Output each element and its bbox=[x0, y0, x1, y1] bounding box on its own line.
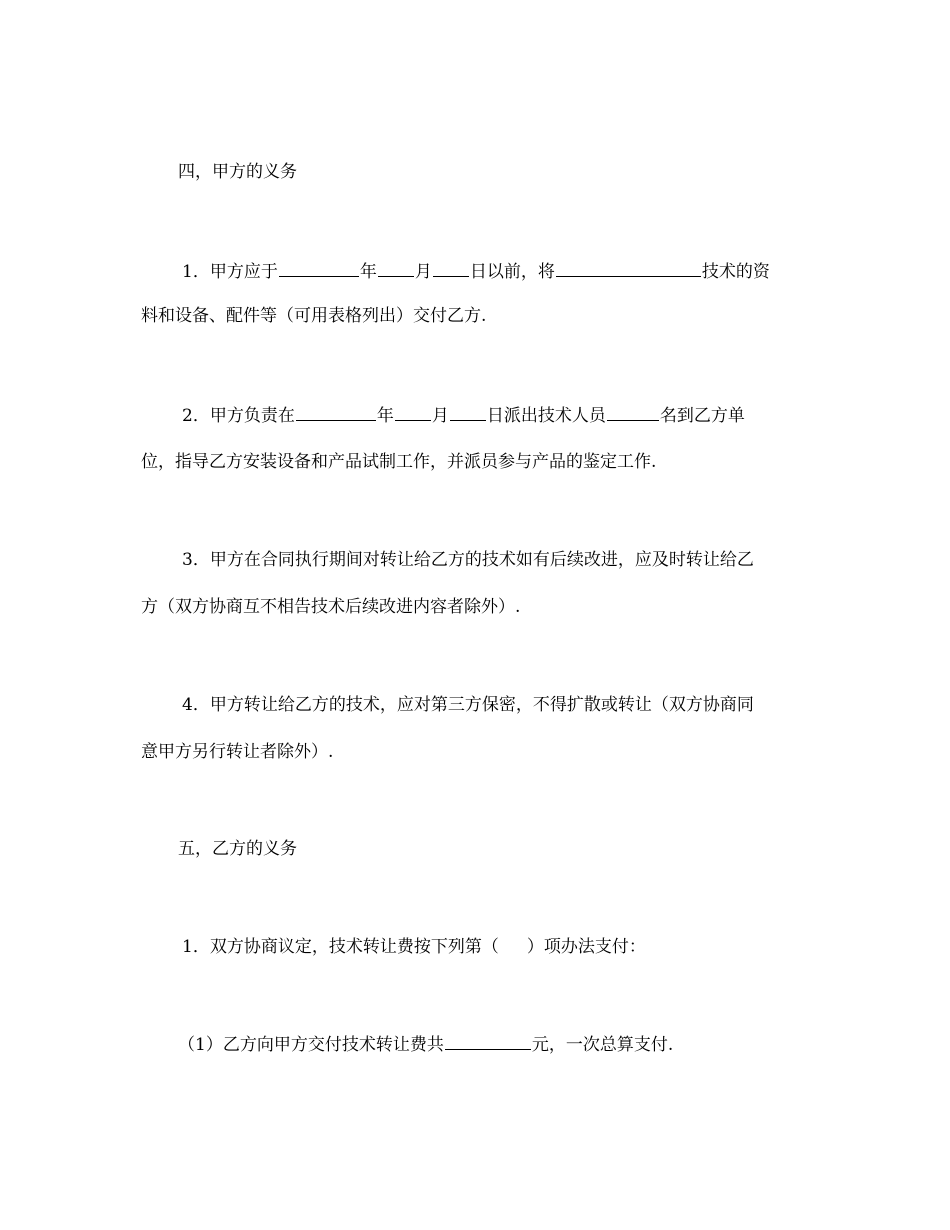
text-segment: 1．甲方应于 bbox=[182, 262, 278, 282]
section-4-item-4-line-2: 意甲方另行转让者除外）. bbox=[141, 742, 334, 762]
blank-day-field[interactable] bbox=[433, 259, 469, 277]
text-segment: 年 bbox=[359, 262, 377, 282]
section-5-item-1 bbox=[182, 936, 646, 958]
text-segment: 日派出技术人员 bbox=[486, 406, 606, 426]
text-segment: 名到乙方单 bbox=[659, 406, 745, 426]
blank-year-field[interactable] bbox=[279, 259, 359, 277]
section-4-item-3-line-2: 方（双方协商互不相告技术后续改进内容者除外）. bbox=[141, 597, 521, 617]
section-4-item-2-line-2: 位，指导乙方安装设备和产品试制工作，并派员参与产品的鉴定工作. bbox=[141, 452, 657, 472]
blank-month-field[interactable] bbox=[395, 403, 431, 421]
section-4-item-4-line-1: 4．甲方转让给乙方的技术，应对第三方保密，不得扩散或转让（双方协商同 bbox=[182, 695, 754, 715]
section-4-item-2-line-1 bbox=[182, 403, 745, 427]
text-segment: 技术的资 bbox=[701, 262, 770, 282]
blank-staff-count-field[interactable] bbox=[607, 403, 659, 421]
text-segment: 2．甲方负责在 bbox=[182, 406, 295, 426]
section-5-sub-item-1 bbox=[178, 1032, 673, 1056]
text-segment: ）项办法支付： bbox=[526, 937, 646, 957]
blank-day-field[interactable] bbox=[450, 403, 486, 421]
text-segment: （1）乙方向甲方交付技术转让费共 bbox=[178, 1035, 444, 1055]
text-segment: 年 bbox=[376, 406, 394, 426]
text-segment: 日以前，将 bbox=[469, 262, 555, 282]
section-5-heading: 五，乙方的义务 bbox=[178, 839, 297, 859]
section-4-item-1-line-2: 料和设备、配件等（可用表格列出）交付乙方. bbox=[141, 306, 487, 326]
blank-year-field[interactable] bbox=[296, 403, 376, 421]
text-segment: 元，一次总算支付. bbox=[531, 1035, 674, 1055]
section-4-heading: 四，甲方的义务 bbox=[178, 162, 297, 182]
blank-technology-field[interactable] bbox=[556, 259, 701, 277]
text-segment: 月 bbox=[431, 406, 449, 426]
blank-month-field[interactable] bbox=[378, 259, 414, 277]
blank-fee-amount-field[interactable] bbox=[445, 1032, 531, 1050]
text-segment: 月 bbox=[414, 262, 432, 282]
text-segment: 1．双方协商议定，技术转让费按下列第（ bbox=[182, 937, 499, 957]
section-4-item-1-line-1 bbox=[182, 259, 770, 283]
section-4-item-3-line-1: 3．甲方在合同执行期间对转让给乙方的技术如有后续改进，应及时转让给乙 bbox=[182, 550, 754, 570]
